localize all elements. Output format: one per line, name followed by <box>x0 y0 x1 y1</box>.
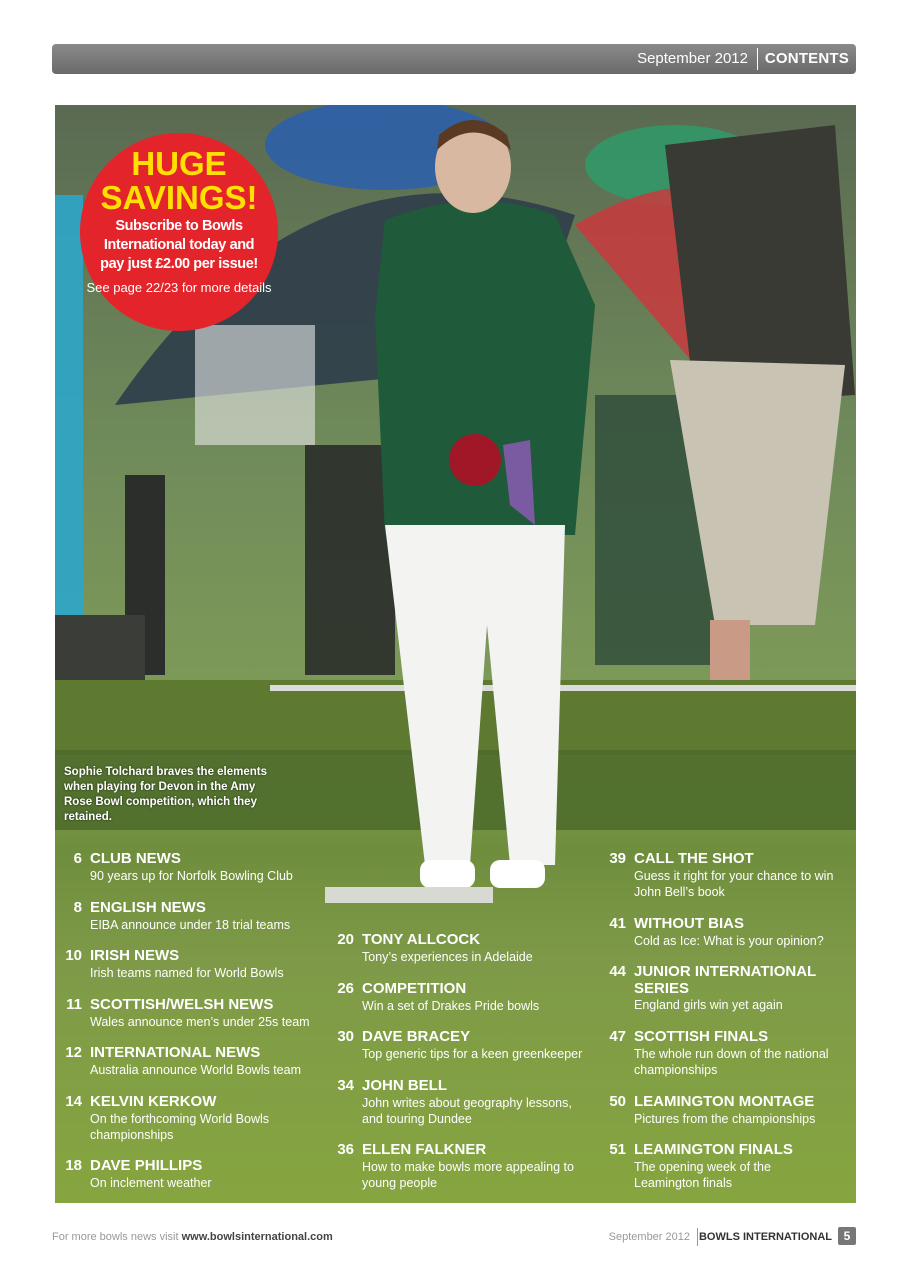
footer-publication: BOWLS INTERNATIONAL <box>698 1231 832 1243</box>
footer-text: For more bowls news visit <box>52 1231 179 1243</box>
distant-player <box>195 325 315 445</box>
entry-description: Cold as Ice: What is your opinion? <box>634 934 824 948</box>
entry-page-number: 18 <box>65 1157 82 1174</box>
entry-description: How to make bowls more appealing to young people <box>362 1160 574 1190</box>
entry-title: KELVIN KERKOW <box>90 1093 217 1110</box>
entry-page-number: 26 <box>337 980 354 997</box>
entry-title: INTERNATIONAL NEWS <box>90 1044 261 1061</box>
footer-date: September 2012 <box>608 1231 690 1243</box>
entry-title: COMPETITION <box>362 980 467 997</box>
rink-rail <box>270 685 856 691</box>
header-bar <box>52 44 856 74</box>
entry-title: DAVE BRACEY <box>362 1028 471 1045</box>
entry-description: John writes about geography lessons, and touring Dundee <box>362 1096 572 1126</box>
bowls-mat <box>325 887 493 903</box>
footer-website <box>52 1231 333 1243</box>
entry-title: SCOTTISH/WELSH NEWS <box>90 996 274 1013</box>
seated-spectator <box>305 445 395 675</box>
entry-title: JUNIOR INTERNATIONAL SERIES <box>634 963 816 997</box>
entry-page-number: 39 <box>609 850 626 867</box>
footer-divider <box>697 1228 698 1246</box>
entry-title: SCOTTISH FINALS <box>634 1028 769 1045</box>
entry-title: JOHN BELL <box>362 1077 448 1094</box>
entry-description: EIBA announce under 18 trial teams <box>90 918 291 932</box>
entry-title: ELLEN FALKNER <box>362 1141 487 1158</box>
badge-detail: See page 22/23 for more details <box>86 280 272 295</box>
entry-description: 90 years up for Norfolk Bowling Club <box>90 869 293 883</box>
bowl-ball <box>449 434 501 486</box>
entry-description: The whole run down of the national championships <box>634 1047 829 1077</box>
page-number: 5 <box>838 1227 856 1245</box>
entry-description: Guess it right for your chance to win John Bell’s book <box>634 869 834 899</box>
entry-description: Australia announce World Bowls team <box>90 1063 301 1077</box>
entry-page-number: 10 <box>65 947 82 964</box>
entry-description: Tony’s experiences in Adelaide <box>362 950 533 964</box>
entry-description: Top generic tips for a keen greenkeeper <box>362 1047 583 1061</box>
subscription-badge[interactable] <box>80 133 278 331</box>
photo-caption: Sophie Tolchard braves the elements when playing for Devon in the Amy Rose Bowl competition, which they retained. <box>64 766 268 823</box>
entry-description: Win a set of Drakes Pride bowls <box>362 999 540 1013</box>
entry-page-number: 14 <box>65 1093 82 1110</box>
entry-page-number: 12 <box>65 1044 82 1061</box>
entry-page-number: 44 <box>609 963 626 980</box>
entry-page-number: 41 <box>609 915 626 932</box>
entry-page-number: 11 <box>66 996 82 1013</box>
footer-folio <box>596 1227 856 1247</box>
entry-description: Pictures from the championships <box>634 1112 816 1126</box>
badge-headline: HUGE SAVINGS! <box>100 145 258 216</box>
header-date: September 2012 <box>637 50 748 67</box>
entry-title: TONY ALLCOCK <box>362 931 481 948</box>
entry-title: LEAMINGTON MONTAGE <box>634 1093 815 1110</box>
entry-page-number: 36 <box>337 1141 354 1158</box>
entry-page-number: 20 <box>337 931 354 948</box>
badge-body: Subscribe to Bowls International today and pay just £2.00 per issue! <box>100 218 258 272</box>
section-label: CONTENTS <box>764 50 849 67</box>
entry-title: IRISH NEWS <box>90 947 180 964</box>
entry-description: On inclement weather <box>90 1176 212 1190</box>
entry-title: LEAMINGTON FINALS <box>634 1141 793 1158</box>
player-jacket <box>375 201 595 535</box>
entry-page-number: 34 <box>337 1077 354 1094</box>
entry-title: ENGLISH NEWS <box>90 899 206 916</box>
spectator-left <box>55 195 83 615</box>
entry-description: England girls win yet again <box>634 998 783 1012</box>
entry-page-number: 50 <box>609 1093 626 1110</box>
entry-page-number: 6 <box>73 850 82 867</box>
entry-description: Wales announce men’s under 25s team <box>90 1015 310 1029</box>
entry-page-number: 30 <box>337 1028 354 1045</box>
entry-description: Irish teams named for World Bowls <box>90 966 284 980</box>
entry-title: CALL THE SHOT <box>634 850 754 867</box>
left-shoe <box>420 860 475 888</box>
entry-title: WITHOUT BIAS <box>634 915 744 932</box>
spectator-leg <box>710 620 750 690</box>
chair-seat <box>55 615 145 685</box>
entry-description: The opening week of the Leamington finals <box>634 1160 771 1190</box>
right-shoe <box>490 860 545 888</box>
header-divider <box>757 48 758 70</box>
entry-page-number: 51 <box>609 1141 626 1158</box>
entry-description: On the forthcoming World Bowls championships <box>90 1112 270 1142</box>
entry-page-number: 47 <box>609 1028 626 1045</box>
footer-url-link[interactable]: www.bowlsinternational.com <box>181 1231 333 1243</box>
entry-title: CLUB NEWS <box>90 850 181 867</box>
entry-title: DAVE PHILLIPS <box>90 1157 203 1174</box>
entry-page-number: 8 <box>73 899 82 916</box>
